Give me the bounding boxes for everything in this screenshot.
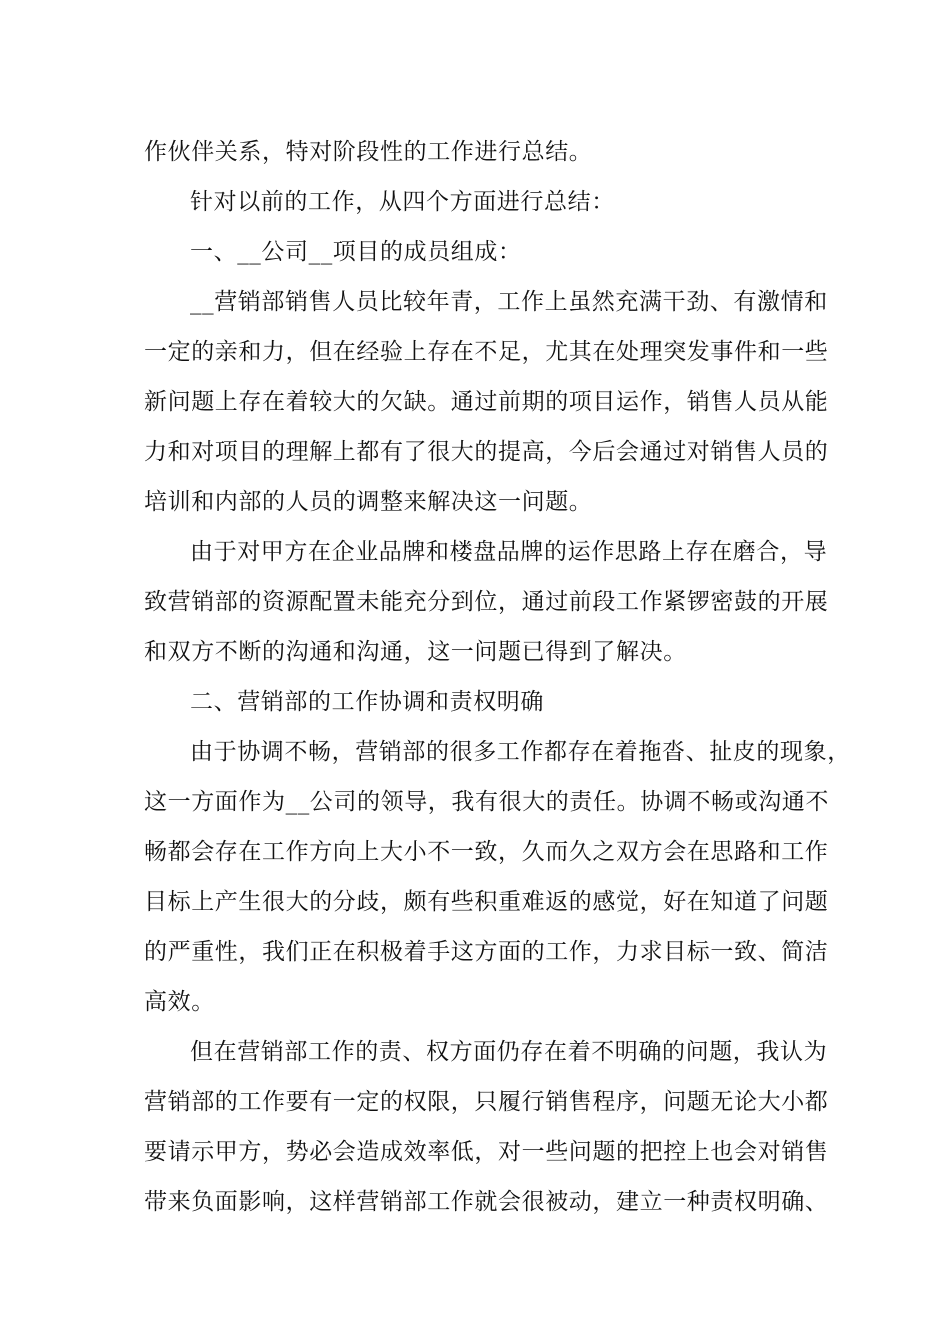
text-line: 新问题上存在着较大的欠缺。通过前期的项目运作，销售人员从能 <box>144 389 829 415</box>
text-line: __营销部销售人员比较年青，工作上虽然充满干劲、有激情和 <box>190 289 828 315</box>
text-line: 一定的亲和力，但在经验上存在不足，尤其在处理突发事件和一些 <box>144 339 829 365</box>
section-heading: 二、营销部的工作协调和责权明确 <box>190 689 544 715</box>
text-line: 的严重性，我们正在积极着手这方面的工作，力求目标一致、简洁 <box>144 939 829 965</box>
text-line: 要请示甲方，势必会造成效率低，对一些问题的把控上也会对销售 <box>144 1139 829 1165</box>
text-line: 高效。 <box>144 989 215 1015</box>
section-heading: 一、__公司__项目的成员组成： <box>190 239 522 265</box>
text-line: 营销部的工作要有一定的权限，只履行销售程序，问题无论大小都 <box>144 1089 829 1115</box>
text-line: 目标上产生很大的分歧，颇有些积重难返的感觉，好在知道了问题 <box>144 889 829 915</box>
text-line: 针对以前的工作，从四个方面进行总结： <box>190 189 615 215</box>
text-line: 作伙伴关系，特对阶段性的工作进行总结。 <box>144 139 593 165</box>
text-line: 由于对甲方在企业品牌和楼盘品牌的运作思路上存在磨合，导 <box>190 539 828 565</box>
text-line: 由于协调不畅，营销部的很多工作都存在着拖沓、扯皮的现象， <box>190 739 851 765</box>
text-line: 培训和内部的人员的调整来解决这一问题。 <box>144 489 593 515</box>
text-line: 但在营销部工作的责、权方面仍存在着不明确的问题，我认为 <box>190 1039 828 1065</box>
text-line: 致营销部的资源配置未能充分到位，通过前段工作紧锣密鼓的开展 <box>144 589 829 615</box>
text-line: 畅都会存在工作方向上大小不一致，久而久之双方会在思路和工作 <box>144 839 829 865</box>
text-line: 力和对项目的理解上都有了很大的提高，今后会通过对销售人员的 <box>144 439 829 465</box>
text-line: 带来负面影响，这样营销部工作就会很被动，建立一种责权明确、 <box>144 1189 829 1215</box>
text-line: 和双方不断的沟通和沟通，这一问题已得到了解决。 <box>144 639 687 665</box>
text-line: 这一方面作为__公司的领导，我有很大的责任。协调不畅或沟通不 <box>144 789 829 815</box>
